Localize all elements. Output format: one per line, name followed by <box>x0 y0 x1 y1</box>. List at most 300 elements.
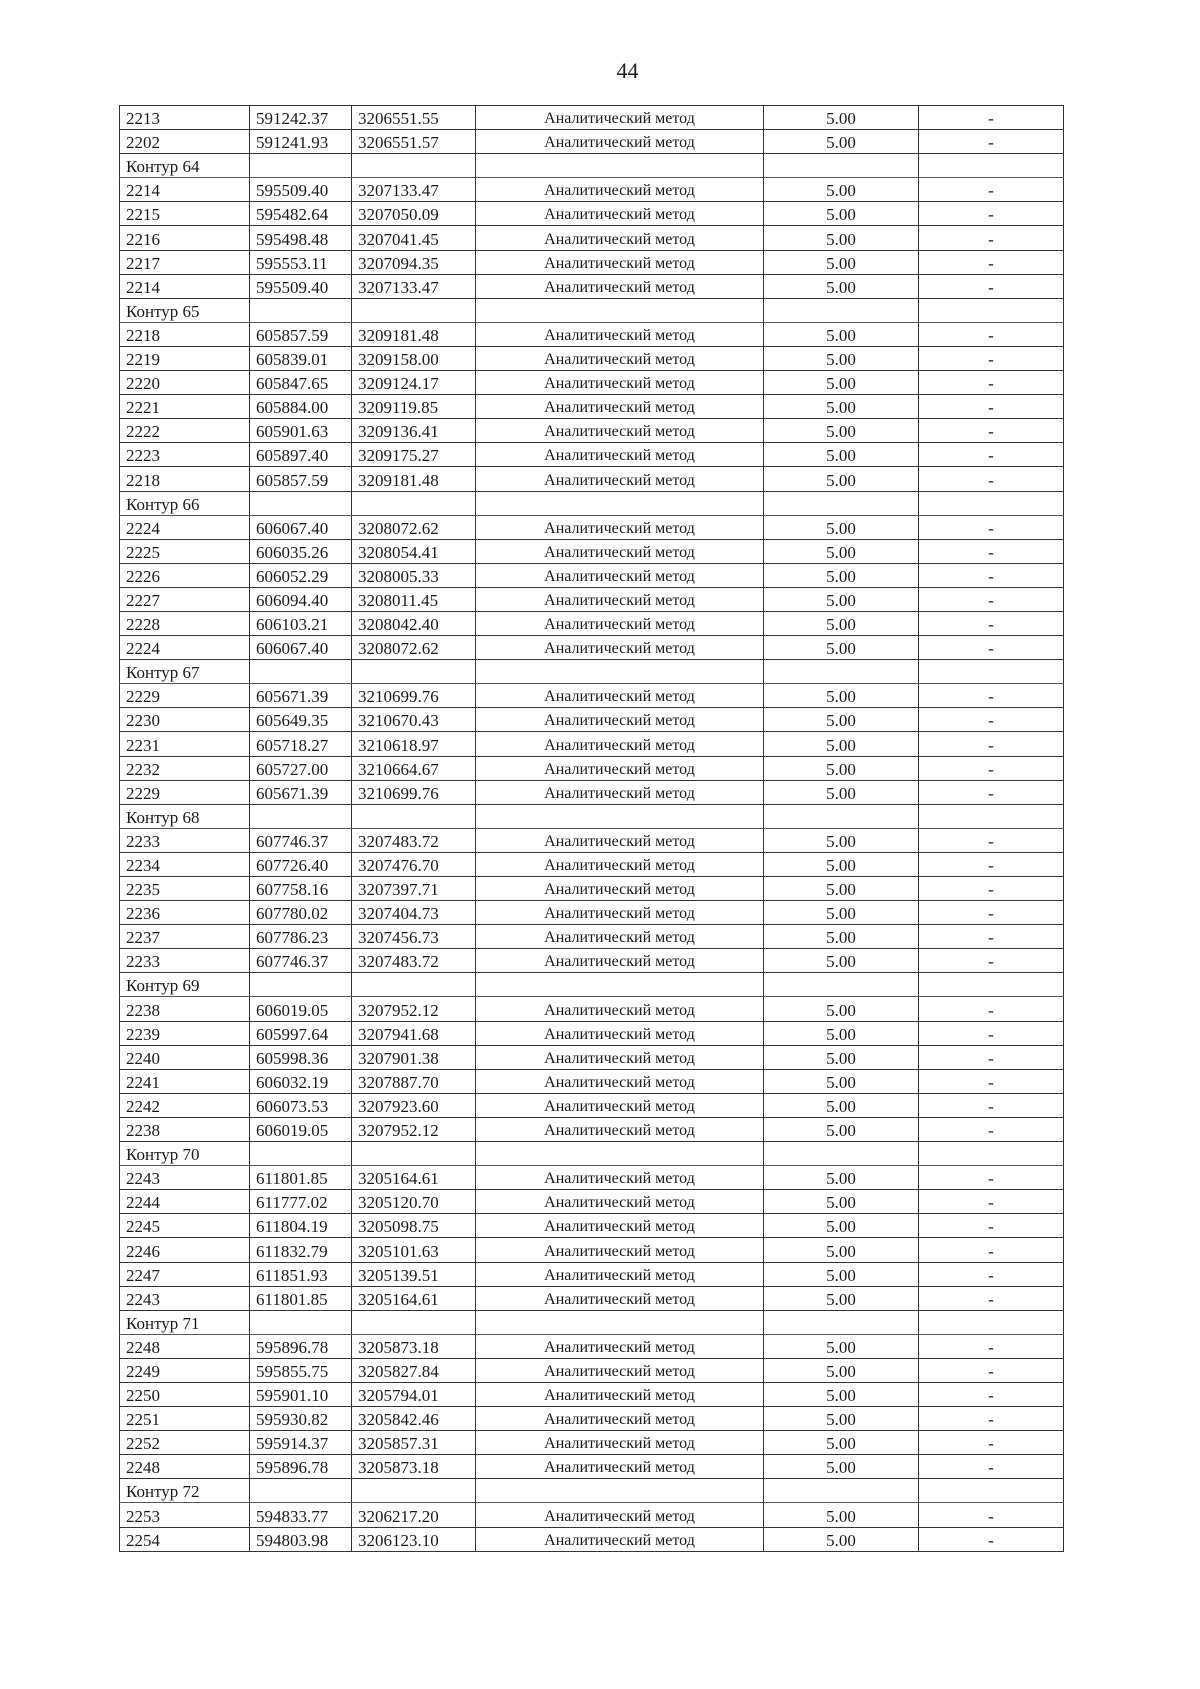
point-number-cell: 2244 <box>120 1190 250 1214</box>
table-row <box>120 371 1064 395</box>
empty-cell <box>919 1310 1064 1334</box>
y-coordinate-cell: 3207941.68 <box>352 1021 476 1045</box>
y-coordinate-cell: 3207397.71 <box>352 877 476 901</box>
dash-cell: - <box>919 1431 1064 1455</box>
x-coordinate-cell: 606067.40 <box>250 515 352 539</box>
point-number-cell: 2247 <box>120 1262 250 1286</box>
method-cell: Аналитический метод <box>476 636 764 660</box>
dash-cell: - <box>919 756 1064 780</box>
x-coordinate-cell: 611832.79 <box>250 1238 352 1262</box>
accuracy-cell: 5.00 <box>764 997 919 1021</box>
y-coordinate-cell: 3205164.61 <box>352 1166 476 1190</box>
accuracy-cell: 5.00 <box>764 1455 919 1479</box>
empty-cell <box>476 1310 764 1334</box>
empty-cell <box>250 660 352 684</box>
method-cell: Аналитический метод <box>476 732 764 756</box>
point-number-cell: 2251 <box>120 1407 250 1431</box>
x-coordinate-cell: 606052.29 <box>250 563 352 587</box>
empty-cell <box>250 491 352 515</box>
method-cell: Аналитический метод <box>476 226 764 250</box>
empty-cell <box>919 154 1064 178</box>
y-coordinate-cell: 3210670.43 <box>352 708 476 732</box>
accuracy-cell: 5.00 <box>764 1503 919 1527</box>
empty-cell <box>764 491 919 515</box>
table-row <box>120 708 1064 732</box>
x-coordinate-cell: 611804.19 <box>250 1214 352 1238</box>
point-number-cell: 2219 <box>120 346 250 370</box>
method-cell: Аналитический метод <box>476 563 764 587</box>
y-coordinate-cell: 3205098.75 <box>352 1214 476 1238</box>
x-coordinate-cell: 595482.64 <box>250 202 352 226</box>
y-coordinate-cell: 3206123.10 <box>352 1527 476 1551</box>
contour-label: Контур 65 <box>120 298 250 322</box>
accuracy-cell: 5.00 <box>764 780 919 804</box>
y-coordinate-cell: 3205164.61 <box>352 1286 476 1310</box>
y-coordinate-cell: 3209124.17 <box>352 371 476 395</box>
method-cell: Аналитический метод <box>476 611 764 635</box>
point-number-cell: 2231 <box>120 732 250 756</box>
dash-cell: - <box>919 732 1064 756</box>
point-number-cell: 2227 <box>120 587 250 611</box>
dash-cell: - <box>919 563 1064 587</box>
x-coordinate-cell: 595901.10 <box>250 1382 352 1406</box>
accuracy-cell: 5.00 <box>764 1382 919 1406</box>
x-coordinate-cell: 595930.82 <box>250 1407 352 1431</box>
empty-cell <box>352 1479 476 1503</box>
x-coordinate-cell: 606035.26 <box>250 539 352 563</box>
accuracy-cell: 5.00 <box>764 226 919 250</box>
table-row <box>120 1286 1064 1310</box>
accuracy-cell: 5.00 <box>764 322 919 346</box>
dash-cell: - <box>919 1334 1064 1358</box>
point-number-cell: 2239 <box>120 1021 250 1045</box>
method-cell: Аналитический метод <box>476 1214 764 1238</box>
point-number-cell: 2218 <box>120 467 250 491</box>
y-coordinate-cell: 3209119.85 <box>352 395 476 419</box>
dash-cell: - <box>919 1407 1064 1431</box>
empty-cell <box>352 804 476 828</box>
table-row <box>120 1069 1064 1093</box>
coordinates-table-body <box>120 106 1064 1552</box>
table-row <box>120 828 1064 852</box>
dash-cell: - <box>919 250 1064 274</box>
dash-cell: - <box>919 346 1064 370</box>
x-coordinate-cell: 605847.65 <box>250 371 352 395</box>
dash-cell: - <box>919 1166 1064 1190</box>
table-row <box>120 106 1064 130</box>
method-cell: Аналитический метод <box>476 322 764 346</box>
table-row <box>120 756 1064 780</box>
y-coordinate-cell: 3205827.84 <box>352 1358 476 1382</box>
empty-cell <box>250 804 352 828</box>
dash-cell: - <box>919 178 1064 202</box>
point-number-cell: 2230 <box>120 708 250 732</box>
accuracy-cell: 5.00 <box>764 1069 919 1093</box>
y-coordinate-cell: 3205101.63 <box>352 1238 476 1262</box>
accuracy-cell: 5.00 <box>764 467 919 491</box>
method-cell: Аналитический метод <box>476 1166 764 1190</box>
method-cell: Аналитический метод <box>476 1286 764 1310</box>
y-coordinate-cell: 3208072.62 <box>352 636 476 660</box>
x-coordinate-cell: 605901.63 <box>250 419 352 443</box>
accuracy-cell: 5.00 <box>764 587 919 611</box>
table-row <box>120 1021 1064 1045</box>
method-cell: Аналитический метод <box>476 1358 764 1382</box>
x-coordinate-cell: 607726.40 <box>250 852 352 876</box>
contour-header-row <box>120 1142 1064 1166</box>
x-coordinate-cell: 591242.37 <box>250 106 352 130</box>
contour-header-row <box>120 660 1064 684</box>
x-coordinate-cell: 607780.02 <box>250 901 352 925</box>
y-coordinate-cell: 3210699.76 <box>352 780 476 804</box>
y-coordinate-cell: 3209181.48 <box>352 322 476 346</box>
dash-cell: - <box>919 1382 1064 1406</box>
point-number-cell: 2243 <box>120 1286 250 1310</box>
point-number-cell: 2214 <box>120 274 250 298</box>
method-cell: Аналитический метод <box>476 877 764 901</box>
y-coordinate-cell: 3208054.41 <box>352 539 476 563</box>
table-row <box>120 539 1064 563</box>
point-number-cell: 2222 <box>120 419 250 443</box>
method-cell: Аналитический метод <box>476 371 764 395</box>
dash-cell: - <box>919 636 1064 660</box>
dash-cell: - <box>919 587 1064 611</box>
x-coordinate-cell: 595509.40 <box>250 274 352 298</box>
accuracy-cell: 5.00 <box>764 828 919 852</box>
method-cell: Аналитический метод <box>476 1021 764 1045</box>
table-row <box>120 467 1064 491</box>
empty-cell <box>764 298 919 322</box>
point-number-cell: 2236 <box>120 901 250 925</box>
table-row <box>120 852 1064 876</box>
point-number-cell: 2216 <box>120 226 250 250</box>
contour-label: Контур 71 <box>120 1310 250 1334</box>
contour-label: Контур 72 <box>120 1479 250 1503</box>
point-number-cell: 2225 <box>120 539 250 563</box>
x-coordinate-cell: 595896.78 <box>250 1455 352 1479</box>
y-coordinate-cell: 3207041.45 <box>352 226 476 250</box>
method-cell: Аналитический метод <box>476 1238 764 1262</box>
empty-cell <box>352 491 476 515</box>
empty-cell <box>352 660 476 684</box>
x-coordinate-cell: 605857.59 <box>250 467 352 491</box>
x-coordinate-cell: 605718.27 <box>250 732 352 756</box>
empty-cell <box>919 1142 1064 1166</box>
table-row <box>120 1527 1064 1551</box>
empty-cell <box>476 1142 764 1166</box>
point-number-cell: 2229 <box>120 684 250 708</box>
method-cell: Аналитический метод <box>476 1431 764 1455</box>
method-cell: Аналитический метод <box>476 1093 764 1117</box>
accuracy-cell: 5.00 <box>764 1045 919 1069</box>
point-number-cell: 2223 <box>120 443 250 467</box>
x-coordinate-cell: 605884.00 <box>250 395 352 419</box>
table-row <box>120 395 1064 419</box>
table-row <box>120 226 1064 250</box>
point-number-cell: 2248 <box>120 1334 250 1358</box>
dash-cell: - <box>919 395 1064 419</box>
table-row <box>120 1045 1064 1069</box>
dash-cell: - <box>919 467 1064 491</box>
point-number-cell: 2243 <box>120 1166 250 1190</box>
accuracy-cell: 5.00 <box>764 1166 919 1190</box>
dash-cell: - <box>919 419 1064 443</box>
y-coordinate-cell: 3210699.76 <box>352 684 476 708</box>
y-coordinate-cell: 3205794.01 <box>352 1382 476 1406</box>
dash-cell: - <box>919 202 1064 226</box>
dash-cell: - <box>919 925 1064 949</box>
empty-cell <box>764 973 919 997</box>
method-cell: Аналитический метод <box>476 395 764 419</box>
y-coordinate-cell: 3207901.38 <box>352 1045 476 1069</box>
empty-cell <box>764 660 919 684</box>
x-coordinate-cell: 606067.40 <box>250 636 352 660</box>
empty-cell <box>476 154 764 178</box>
y-coordinate-cell: 3207094.35 <box>352 250 476 274</box>
x-coordinate-cell: 595855.75 <box>250 1358 352 1382</box>
method-cell: Аналитический метод <box>476 901 764 925</box>
x-coordinate-cell: 605671.39 <box>250 684 352 708</box>
method-cell: Аналитический метод <box>476 1455 764 1479</box>
empty-cell <box>919 973 1064 997</box>
y-coordinate-cell: 3206551.55 <box>352 106 476 130</box>
contour-header-row <box>120 491 1064 515</box>
x-coordinate-cell: 611801.85 <box>250 1286 352 1310</box>
point-number-cell: 2238 <box>120 997 250 1021</box>
y-coordinate-cell: 3207476.70 <box>352 852 476 876</box>
x-coordinate-cell: 595553.11 <box>250 250 352 274</box>
table-row <box>120 250 1064 274</box>
x-coordinate-cell: 605857.59 <box>250 322 352 346</box>
point-number-cell: 2226 <box>120 563 250 587</box>
point-number-cell: 2240 <box>120 1045 250 1069</box>
dash-cell: - <box>919 539 1064 563</box>
method-cell: Аналитический метод <box>476 467 764 491</box>
x-coordinate-cell: 605671.39 <box>250 780 352 804</box>
table-row <box>120 322 1064 346</box>
table-row <box>120 877 1064 901</box>
accuracy-cell: 5.00 <box>764 1527 919 1551</box>
accuracy-cell: 5.00 <box>764 443 919 467</box>
y-coordinate-cell: 3209136.41 <box>352 419 476 443</box>
point-number-cell: 2213 <box>120 106 250 130</box>
table-row <box>120 997 1064 1021</box>
empty-cell <box>352 973 476 997</box>
y-coordinate-cell: 3208005.33 <box>352 563 476 587</box>
accuracy-cell: 5.00 <box>764 636 919 660</box>
x-coordinate-cell: 595509.40 <box>250 178 352 202</box>
accuracy-cell: 5.00 <box>764 202 919 226</box>
x-coordinate-cell: 611777.02 <box>250 1190 352 1214</box>
contour-label: Контур 64 <box>120 154 250 178</box>
empty-cell <box>250 298 352 322</box>
accuracy-cell: 5.00 <box>764 901 919 925</box>
x-coordinate-cell: 605897.40 <box>250 443 352 467</box>
dash-cell: - <box>919 1503 1064 1527</box>
method-cell: Аналитический метод <box>476 1407 764 1431</box>
point-number-cell: 2245 <box>120 1214 250 1238</box>
dash-cell: - <box>919 106 1064 130</box>
table-row <box>120 515 1064 539</box>
y-coordinate-cell: 3206217.20 <box>352 1503 476 1527</box>
table-row <box>120 346 1064 370</box>
y-coordinate-cell: 3207887.70 <box>352 1069 476 1093</box>
coordinates-table <box>119 105 1064 1552</box>
table-row <box>120 925 1064 949</box>
method-cell: Аналитический метод <box>476 1190 764 1214</box>
table-row <box>120 563 1064 587</box>
point-number-cell: 2220 <box>120 371 250 395</box>
point-number-cell: 2238 <box>120 1117 250 1141</box>
point-number-cell: 2235 <box>120 877 250 901</box>
empty-cell <box>250 1142 352 1166</box>
x-coordinate-cell: 595914.37 <box>250 1431 352 1455</box>
table-row <box>120 1455 1064 1479</box>
point-number-cell: 2214 <box>120 178 250 202</box>
accuracy-cell: 5.00 <box>764 611 919 635</box>
accuracy-cell: 5.00 <box>764 925 919 949</box>
accuracy-cell: 5.00 <box>764 877 919 901</box>
dash-cell: - <box>919 1286 1064 1310</box>
empty-cell <box>919 1479 1064 1503</box>
empty-cell <box>476 804 764 828</box>
dash-cell: - <box>919 1045 1064 1069</box>
method-cell: Аналитический метод <box>476 1334 764 1358</box>
dash-cell: - <box>919 1527 1064 1551</box>
x-coordinate-cell: 595498.48 <box>250 226 352 250</box>
point-number-cell: 2249 <box>120 1358 250 1382</box>
y-coordinate-cell: 3207133.47 <box>352 178 476 202</box>
table-row <box>120 1431 1064 1455</box>
accuracy-cell: 5.00 <box>764 250 919 274</box>
table-row <box>120 1190 1064 1214</box>
x-coordinate-cell: 611801.85 <box>250 1166 352 1190</box>
empty-cell <box>476 973 764 997</box>
point-number-cell: 2246 <box>120 1238 250 1262</box>
y-coordinate-cell: 3205873.18 <box>352 1334 476 1358</box>
method-cell: Аналитический метод <box>476 539 764 563</box>
dash-cell: - <box>919 708 1064 732</box>
dash-cell: - <box>919 322 1064 346</box>
contour-header-row <box>120 973 1064 997</box>
accuracy-cell: 5.00 <box>764 1021 919 1045</box>
empty-cell <box>919 804 1064 828</box>
method-cell: Аналитический метод <box>476 419 764 443</box>
dash-cell: - <box>919 371 1064 395</box>
table-row <box>120 587 1064 611</box>
method-cell: Аналитический метод <box>476 443 764 467</box>
method-cell: Аналитический метод <box>476 106 764 130</box>
empty-cell <box>476 660 764 684</box>
method-cell: Аналитический метод <box>476 250 764 274</box>
dash-cell: - <box>919 1214 1064 1238</box>
y-coordinate-cell: 3207456.73 <box>352 925 476 949</box>
accuracy-cell: 5.00 <box>764 1214 919 1238</box>
accuracy-cell: 5.00 <box>764 178 919 202</box>
y-coordinate-cell: 3207483.72 <box>352 828 476 852</box>
y-coordinate-cell: 3207483.72 <box>352 949 476 973</box>
dash-cell: - <box>919 515 1064 539</box>
y-coordinate-cell: 3209181.48 <box>352 467 476 491</box>
table-row <box>120 443 1064 467</box>
table-row <box>120 732 1064 756</box>
x-coordinate-cell: 607758.16 <box>250 877 352 901</box>
method-cell: Аналитический метод <box>476 130 764 154</box>
y-coordinate-cell: 3208042.40 <box>352 611 476 635</box>
x-coordinate-cell: 595896.78 <box>250 1334 352 1358</box>
accuracy-cell: 5.00 <box>764 274 919 298</box>
point-number-cell: 2250 <box>120 1382 250 1406</box>
table-row <box>120 1334 1064 1358</box>
x-coordinate-cell: 605727.00 <box>250 756 352 780</box>
x-coordinate-cell: 606019.05 <box>250 997 352 1021</box>
accuracy-cell: 5.00 <box>764 1431 919 1455</box>
y-coordinate-cell: 3206551.57 <box>352 130 476 154</box>
y-coordinate-cell: 3205857.31 <box>352 1431 476 1455</box>
table-row <box>120 1093 1064 1117</box>
contour-header-row <box>120 154 1064 178</box>
accuracy-cell: 5.00 <box>764 130 919 154</box>
point-number-cell: 2254 <box>120 1527 250 1551</box>
empty-cell <box>764 1310 919 1334</box>
method-cell: Аналитический метод <box>476 1262 764 1286</box>
table-row <box>120 1503 1064 1527</box>
y-coordinate-cell: 3207952.12 <box>352 997 476 1021</box>
accuracy-cell: 5.00 <box>764 1190 919 1214</box>
method-cell: Аналитический метод <box>476 708 764 732</box>
accuracy-cell: 5.00 <box>764 515 919 539</box>
empty-cell <box>476 1479 764 1503</box>
point-number-cell: 2248 <box>120 1455 250 1479</box>
table-row <box>120 419 1064 443</box>
contour-header-row <box>120 1479 1064 1503</box>
point-number-cell: 2233 <box>120 949 250 973</box>
table-row <box>120 178 1064 202</box>
method-cell: Аналитический метод <box>476 852 764 876</box>
x-coordinate-cell: 591241.93 <box>250 130 352 154</box>
contour-header-row <box>120 1310 1064 1334</box>
dash-cell: - <box>919 1021 1064 1045</box>
accuracy-cell: 5.00 <box>764 563 919 587</box>
table-row <box>120 780 1064 804</box>
x-coordinate-cell: 606094.40 <box>250 587 352 611</box>
x-coordinate-cell: 606019.05 <box>250 1117 352 1141</box>
dash-cell: - <box>919 1190 1064 1214</box>
dash-cell: - <box>919 780 1064 804</box>
y-coordinate-cell: 3207050.09 <box>352 202 476 226</box>
y-coordinate-cell: 3209158.00 <box>352 346 476 370</box>
dash-cell: - <box>919 877 1064 901</box>
point-number-cell: 2234 <box>120 852 250 876</box>
dash-cell: - <box>919 130 1064 154</box>
y-coordinate-cell: 3208011.45 <box>352 587 476 611</box>
method-cell: Аналитический метод <box>476 1117 764 1141</box>
dash-cell: - <box>919 1262 1064 1286</box>
contour-header-row <box>120 298 1064 322</box>
point-number-cell: 2233 <box>120 828 250 852</box>
dash-cell: - <box>919 1358 1064 1382</box>
empty-cell <box>764 1142 919 1166</box>
empty-cell <box>352 1142 476 1166</box>
y-coordinate-cell: 3209175.27 <box>352 443 476 467</box>
dash-cell: - <box>919 1117 1064 1141</box>
empty-cell <box>764 1479 919 1503</box>
y-coordinate-cell: 3205139.51 <box>352 1262 476 1286</box>
table-row <box>120 1382 1064 1406</box>
y-coordinate-cell: 3210618.97 <box>352 732 476 756</box>
method-cell: Аналитический метод <box>476 828 764 852</box>
empty-cell <box>352 298 476 322</box>
